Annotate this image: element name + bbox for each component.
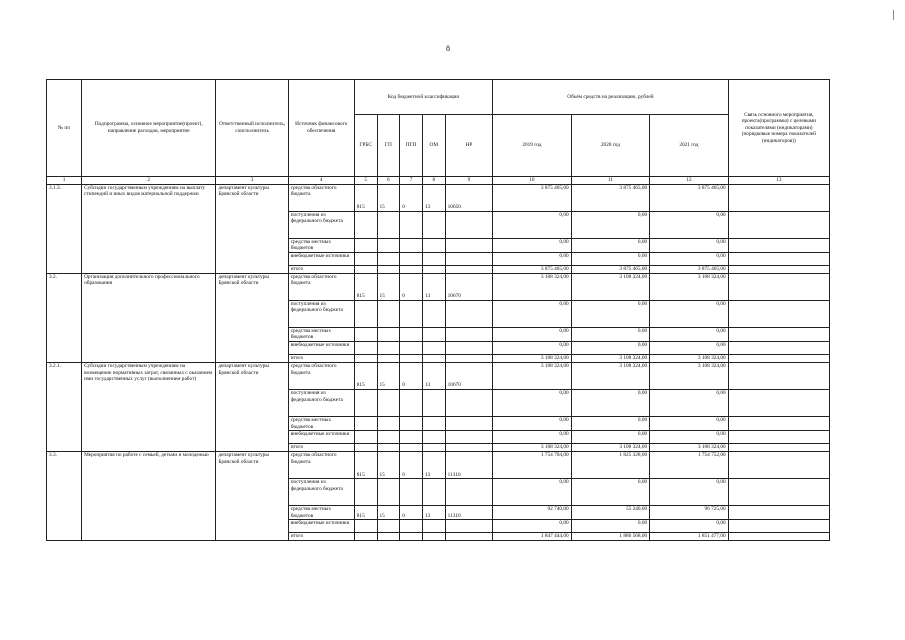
budget-code-empty xyxy=(354,300,377,327)
budget-code-empty xyxy=(445,520,493,533)
amount-cell: 0,00 xyxy=(571,211,650,238)
budget-code: 15 xyxy=(377,506,400,520)
budget-code-empty xyxy=(422,389,445,416)
amount-cell: 3 108 324,00 xyxy=(571,354,650,362)
budget-code-empty xyxy=(400,389,423,416)
amount-cell: 3 108 324,00 xyxy=(650,354,729,362)
source-total: итого xyxy=(288,533,354,541)
budget-code-empty xyxy=(377,265,400,273)
source-offbudget: внебюджетные источники xyxy=(288,341,354,354)
source-local: средства местных бюджетов xyxy=(288,327,354,341)
amount-cell: 0,00 xyxy=(571,389,650,416)
budget-code-empty xyxy=(377,300,400,327)
budget-code-empty xyxy=(445,444,493,452)
col-number: 2 xyxy=(82,177,216,185)
source-offbudget: внебюджетные источники xyxy=(288,431,354,444)
budget-code: 13 xyxy=(422,506,445,520)
amount-cell: 3 875 465,00 xyxy=(493,265,572,273)
source-local: средства местных бюджетов xyxy=(288,506,354,520)
budget-code-empty xyxy=(445,431,493,444)
budget-code-empty xyxy=(354,520,377,533)
budget-code-empty xyxy=(400,265,423,273)
amount-cell: 3 875 465,00 xyxy=(571,265,650,273)
link-cell xyxy=(728,431,829,444)
link-cell xyxy=(728,506,829,520)
header-budget-code: Код бюджетной классификации xyxy=(354,80,492,115)
budget-code-empty xyxy=(377,327,400,341)
amount-cell: 0,00 xyxy=(571,341,650,354)
amount-cell: 0,00 xyxy=(650,238,729,252)
amount-cell: 0,00 xyxy=(650,252,729,265)
amount-cell: 96 725,00 xyxy=(650,506,729,520)
budget-code-empty xyxy=(354,211,377,238)
col-number: 6 xyxy=(377,177,400,185)
amount-cell: 0,00 xyxy=(571,252,650,265)
header-source: Источник финансового обеспечения xyxy=(288,80,354,177)
budget-code: 815 xyxy=(354,506,377,520)
budget-code-empty xyxy=(422,416,445,430)
link-cell xyxy=(728,211,829,238)
amount-cell: 0,00 xyxy=(493,431,572,444)
budget-code: 11310 xyxy=(445,452,493,479)
amount-cell: 3 875 465,00 xyxy=(493,184,572,211)
col-number: 4 xyxy=(288,177,354,185)
budget-code: 15 xyxy=(377,184,400,211)
budget-code-empty xyxy=(400,479,423,506)
source-federal: поступления из федерального бюджета xyxy=(288,389,354,416)
budget-code: 15 xyxy=(377,452,400,479)
amount-cell: 0,00 xyxy=(650,341,729,354)
col-number: 5 xyxy=(354,177,377,185)
header-om: ОМ xyxy=(422,115,445,177)
budget-code-empty xyxy=(422,211,445,238)
budget-code-empty xyxy=(354,416,377,430)
source-regional: средства областного бюджета xyxy=(288,184,354,211)
link-cell xyxy=(728,444,829,452)
header-volume: Объём средств на реализацию, рублей xyxy=(493,80,729,115)
header-no: № пп xyxy=(47,80,82,177)
budget-code: 15 xyxy=(377,273,400,300)
amount-cell: 3 108 324,00 xyxy=(493,354,572,362)
amount-cell: 1 825 328,00 xyxy=(571,452,650,479)
amount-cell: 3 108 324,00 xyxy=(571,362,650,389)
link-cell xyxy=(728,479,829,506)
budget-code: 13 xyxy=(422,273,445,300)
source-local: средства местных бюджетов xyxy=(288,238,354,252)
amount-cell: 1 847 444,00 xyxy=(493,533,572,541)
budget-code: 10670 xyxy=(445,362,493,389)
budget-code-empty xyxy=(354,238,377,252)
col-number: 7 xyxy=(400,177,423,185)
budget-code-empty xyxy=(445,533,493,541)
amount-cell: 3 108 324,00 xyxy=(493,273,572,300)
budget-code-empty xyxy=(354,252,377,265)
amount-cell: 0,00 xyxy=(650,416,729,430)
budget-code-empty xyxy=(377,252,400,265)
amount-cell: 0,00 xyxy=(650,431,729,444)
table-row xyxy=(47,184,830,211)
budget-code-empty xyxy=(400,341,423,354)
col-number: 12 xyxy=(650,177,729,185)
measure-name: Организация дополнительного профессионального образования xyxy=(82,273,216,362)
header-2021: 2021 год xyxy=(650,115,729,177)
amount-cell: 0,00 xyxy=(571,479,650,506)
column-numbers-row xyxy=(47,177,830,185)
budget-code-empty xyxy=(400,533,423,541)
amount-cell: 0,00 xyxy=(650,520,729,533)
row-number: 3.3. xyxy=(47,452,82,541)
budget-code-empty xyxy=(400,354,423,362)
link-cell xyxy=(728,354,829,362)
amount-cell: 0,00 xyxy=(571,300,650,327)
link-cell xyxy=(728,252,829,265)
budget-code-empty xyxy=(445,265,493,273)
amount-cell: 3 108 324,00 xyxy=(571,273,650,300)
budget-code-empty xyxy=(377,389,400,416)
amount-cell: 0,00 xyxy=(493,238,572,252)
budget-code-empty xyxy=(445,252,493,265)
budget-code-empty xyxy=(354,354,377,362)
amount-cell: 3 108 324,00 xyxy=(650,444,729,452)
header-executor: Ответственный исполнитель, соисполнитель xyxy=(216,80,288,177)
amount-cell: 3 108 324,00 xyxy=(493,362,572,389)
executor: департамент культуры Брянской области xyxy=(216,273,288,362)
amount-cell: 3 875 465,00 xyxy=(650,265,729,273)
source-regional: средства областного бюджета xyxy=(288,273,354,300)
col-number: 8 xyxy=(422,177,445,185)
budget-code-empty xyxy=(400,520,423,533)
budget-code-empty xyxy=(377,479,400,506)
col-number: 11 xyxy=(571,177,650,185)
row-number: 3.2.1. xyxy=(47,362,82,451)
budget-code-empty xyxy=(400,327,423,341)
budget-code-empty xyxy=(445,479,493,506)
budget-code: 13 xyxy=(422,184,445,211)
header-np: НР xyxy=(445,115,493,177)
amount-cell: 0,00 xyxy=(493,252,572,265)
link-cell xyxy=(728,362,829,389)
budget-code-empty xyxy=(400,252,423,265)
link-cell xyxy=(728,533,829,541)
source-federal: поступления из федерального бюджета xyxy=(288,211,354,238)
budget-code-empty xyxy=(354,327,377,341)
budget-code-empty xyxy=(377,444,400,452)
link-cell xyxy=(728,238,829,252)
amount-cell: 0,00 xyxy=(493,416,572,430)
budget-code-empty xyxy=(400,211,423,238)
budget-code-empty xyxy=(400,238,423,252)
budget-code-empty xyxy=(422,444,445,452)
amount-cell: 0,00 xyxy=(650,479,729,506)
budget-code-empty xyxy=(354,389,377,416)
budget-code: 0 xyxy=(400,506,423,520)
budget-code-empty xyxy=(445,416,493,430)
amount-cell: 1 754 704,00 xyxy=(493,452,572,479)
budget-code: 11310 xyxy=(445,506,493,520)
budget-code-empty xyxy=(354,479,377,506)
budget-code: 0 xyxy=(400,273,423,300)
source-regional: средства областного бюджета xyxy=(288,362,354,389)
budget-code-empty xyxy=(422,300,445,327)
amount-cell: 0,00 xyxy=(650,211,729,238)
budget-code-empty xyxy=(377,416,400,430)
source-total: итого xyxy=(288,354,354,362)
budget-code-empty xyxy=(377,533,400,541)
budget-table xyxy=(46,79,830,541)
budget-code: 815 xyxy=(354,452,377,479)
budget-code-empty xyxy=(445,211,493,238)
header-subprogram: Подпрограмма, основное мероприятие(проект), направление расходов, мероприятие xyxy=(82,80,216,177)
amount-cell: 55 240,00 xyxy=(571,506,650,520)
amount-cell: 0,00 xyxy=(493,327,572,341)
budget-code-empty xyxy=(422,252,445,265)
measure-name: Мероприятия по работе с семьей, детьми и молодежью xyxy=(82,452,216,541)
budget-code-empty xyxy=(422,327,445,341)
amount-cell: 3 875 465,00 xyxy=(571,184,650,211)
amount-cell: 3 108 324,00 xyxy=(571,444,650,452)
budget-code-empty xyxy=(354,341,377,354)
header-gp: ГП xyxy=(377,115,400,177)
budget-code: 815 xyxy=(354,273,377,300)
amount-cell: 0,00 xyxy=(493,211,572,238)
amount-cell: 0,00 xyxy=(493,479,572,506)
budget-code-empty xyxy=(354,533,377,541)
budget-code-empty xyxy=(377,431,400,444)
budget-code-empty xyxy=(377,354,400,362)
amount-cell: 92 740,00 xyxy=(493,506,572,520)
link-cell xyxy=(728,327,829,341)
budget-code-empty xyxy=(445,238,493,252)
col-number: 1 xyxy=(47,177,82,185)
source-offbudget: внебюджетные источники xyxy=(288,520,354,533)
executor: департамент культуры Брянской области xyxy=(216,362,288,451)
amount-cell: 0,00 xyxy=(571,416,650,430)
budget-code: 10670 xyxy=(445,273,493,300)
link-cell xyxy=(728,341,829,354)
col-number: 10 xyxy=(493,177,572,185)
amount-cell: 0,00 xyxy=(571,520,650,533)
executor: департамент культуры Брянской области xyxy=(216,452,288,541)
table-row xyxy=(47,362,830,389)
budget-code-empty xyxy=(445,341,493,354)
budget-code-empty xyxy=(400,416,423,430)
amount-cell: 0,00 xyxy=(493,520,572,533)
budget-code-empty xyxy=(354,431,377,444)
amount-cell: 0,00 xyxy=(650,389,729,416)
budget-code-empty xyxy=(422,479,445,506)
source-local: средства местных бюджетов xyxy=(288,416,354,430)
budget-code: 13 xyxy=(422,452,445,479)
budget-code-empty xyxy=(377,211,400,238)
budget-code-empty xyxy=(445,327,493,341)
budget-code: 0 xyxy=(400,452,423,479)
budget-code-empty xyxy=(377,520,400,533)
budget-code-empty xyxy=(354,444,377,452)
link-cell xyxy=(728,265,829,273)
col-number: 3 xyxy=(216,177,288,185)
header-link: Связь основного мероприятия, проекта(программы) с целевыми показателями (индикаторами) (порядковые номера показателей (индикаторов)) xyxy=(728,80,829,177)
budget-code-empty xyxy=(445,300,493,327)
budget-table-body xyxy=(47,184,830,541)
source-regional: средства областного бюджета xyxy=(288,452,354,479)
budget-code: 815 xyxy=(354,362,377,389)
budget-code: 15 xyxy=(377,362,400,389)
amount-cell: 0,00 xyxy=(571,327,650,341)
row-number: 3.2. xyxy=(47,273,82,362)
budget-code-empty xyxy=(422,265,445,273)
col-number: 9 xyxy=(445,177,493,185)
amount-cell: 0,00 xyxy=(493,300,572,327)
budget-code-empty xyxy=(377,341,400,354)
budget-code: 0 xyxy=(400,184,423,211)
link-cell xyxy=(728,300,829,327)
link-cell xyxy=(728,416,829,430)
header-grbs: ГРБС xyxy=(354,115,377,177)
link-cell xyxy=(728,389,829,416)
budget-code-empty xyxy=(422,431,445,444)
link-cell xyxy=(728,273,829,300)
budget-code-empty xyxy=(445,354,493,362)
source-federal: поступления из федерального бюджета xyxy=(288,300,354,327)
measure-name: Субсидии государственным учреждениям на возмещение нормативных затрат, связанных с оказанием ими государственных услуг (выполнением работ) xyxy=(82,362,216,451)
row-number: 3.1.3. xyxy=(47,184,82,273)
source-offbudget: внебюджетные источники xyxy=(288,252,354,265)
amount-cell: 1 754 752,00 xyxy=(650,452,729,479)
scan-mark xyxy=(893,10,894,20)
link-cell xyxy=(728,520,829,533)
amount-cell: 1 851 477,00 xyxy=(650,533,729,541)
amount-cell: 0,00 xyxy=(571,431,650,444)
header-2020: 2020 год xyxy=(571,115,650,177)
budget-code-empty xyxy=(445,389,493,416)
amount-cell: 1 880 568,00 xyxy=(571,533,650,541)
amount-cell: 0,00 xyxy=(493,341,572,354)
amount-cell: 0,00 xyxy=(650,300,729,327)
source-total: итого xyxy=(288,444,354,452)
col-number: 13 xyxy=(728,177,829,185)
link-cell xyxy=(728,452,829,479)
source-federal: поступления из федерального бюджета xyxy=(288,479,354,506)
header-pgp: ПГП xyxy=(400,115,423,177)
budget-code-empty xyxy=(422,533,445,541)
amount-cell: 0,00 xyxy=(571,238,650,252)
source-total: итого xyxy=(288,265,354,273)
table-row xyxy=(47,452,830,479)
budget-code-empty xyxy=(422,520,445,533)
measure-name: Субсидии государственным учреждениям на выплату стипендий и иных видов материальной поддержки xyxy=(82,184,216,273)
budget-code-empty xyxy=(377,238,400,252)
budget-code-empty xyxy=(422,238,445,252)
budget-code-empty xyxy=(354,265,377,273)
budget-code-empty xyxy=(400,431,423,444)
amount-cell: 3 108 324,00 xyxy=(650,362,729,389)
amount-cell: 3 108 324,00 xyxy=(493,444,572,452)
budget-code-empty xyxy=(422,354,445,362)
table-row xyxy=(47,273,830,300)
amount-cell: 3 108 324,00 xyxy=(650,273,729,300)
budget-code: 10650 xyxy=(445,184,493,211)
budget-code: 0 xyxy=(400,362,423,389)
amount-cell: 0,00 xyxy=(650,327,729,341)
executor: департамент культуры Брянской области xyxy=(216,184,288,273)
amount-cell: 3 875 465,00 xyxy=(650,184,729,211)
budget-code-empty xyxy=(400,300,423,327)
header-2019: 2019 год xyxy=(493,115,572,177)
page-number: 8 xyxy=(446,44,450,53)
budget-code-empty xyxy=(422,341,445,354)
budget-code-empty xyxy=(400,444,423,452)
budget-code: 815 xyxy=(354,184,377,211)
link-cell xyxy=(728,184,829,211)
budget-code: 13 xyxy=(422,362,445,389)
amount-cell: 0,00 xyxy=(493,389,572,416)
